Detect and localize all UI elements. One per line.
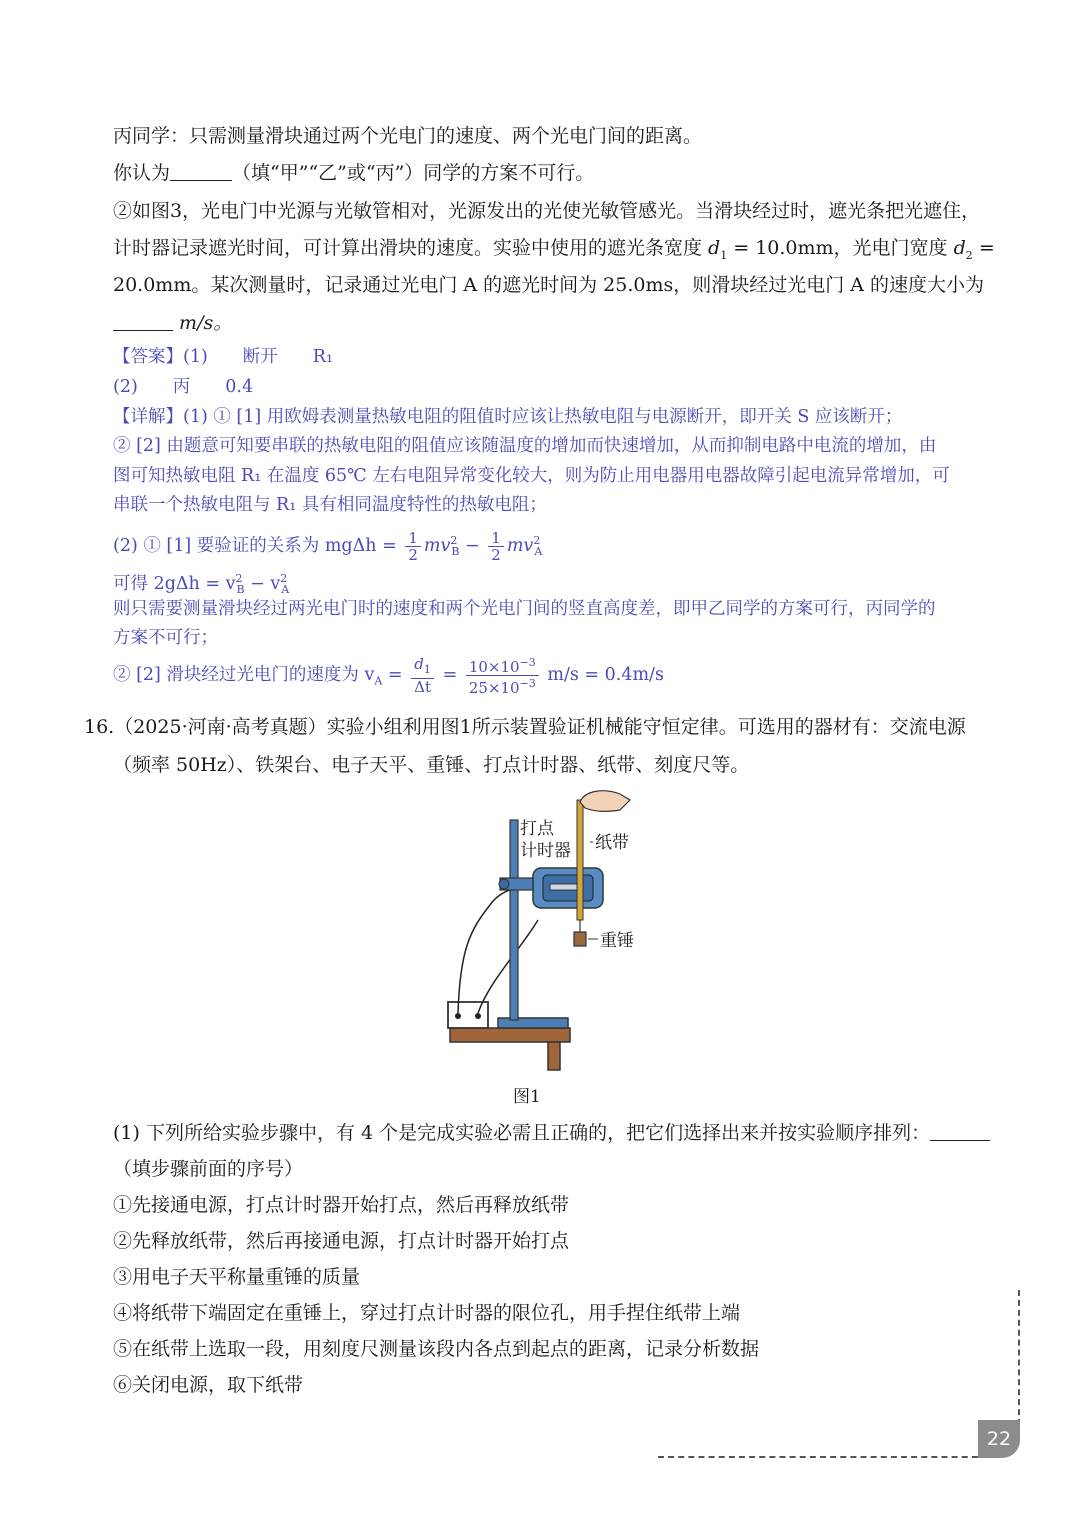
text: = 10.0mm，光电门宽度 (727, 237, 954, 259)
answer-line: 【答案】(1) 断开 R₁ (113, 347, 333, 367)
var-d: d (708, 237, 721, 259)
text-line: （频率 50Hz）、铁架台、电子天平、重锤、打点计时器、纸带、刻度尺等。 (113, 754, 750, 776)
text: 你认为 (113, 162, 171, 184)
text: − v (244, 573, 281, 594)
fraction-values: $\frac{10\times 10^{-3}}{25\times 10^{-3}}$ (466, 655, 539, 696)
text: = (972, 237, 995, 259)
detail-formula: 可得 $2g\Delta h = v^2_B - v^2_A$ (113, 572, 290, 597)
detail-line: ② [2] 由题意可知要串联的热敏电阻的阻值应该随温度的增加而快速增加，从而抑制电路中电流的增加，由 (113, 436, 937, 456)
answer-line: (2) 丙 0.4 (113, 377, 254, 397)
text: mv (506, 535, 534, 556)
label-weight: 重锤 (600, 931, 634, 951)
detail-line: 则只需要测量滑块经过两光电门时的速度和两个光电门间的竖直高度差，即甲乙同学的方案可行，丙同学的 (113, 599, 936, 619)
detail-formula: ② [2] 滑块经过光电门的速度为 $v_A$ = $\frac{d_1}{\Delta t}$ = $\frac{10\times 10^{-3}}{25\times 10^{-3}}$ m/s = 0.4m/s (113, 655, 664, 697)
text-line (113, 160, 594, 186)
detail-formula: (2) ① [1] 要验证的关系为 mgΔh = $\frac{1}{2}$ $mv^2_B$ − $\frac{1}{2}$ $mv^2_A$ (113, 528, 543, 564)
question-16: 16.（2025·河南·高考真题）实验小组利用图1所示装置验证机械能守恒定律。可选用的器材有：交流电源 (84, 716, 966, 738)
option-3: ③用电子天平称量重锤的质量 (113, 1266, 361, 1288)
text: （填“甲”“乙”或“丙”）同学的方案不可行。 (232, 162, 595, 184)
figure-caption: 图1 (513, 1087, 541, 1107)
text-line (113, 310, 232, 336)
unit-text: m/s。 (179, 312, 233, 334)
text: ② [2] 滑块经过光电门的速度为 v (113, 665, 375, 685)
sub: 1 (720, 248, 728, 262)
text: m/s = 0.4m/s (547, 665, 664, 685)
text: (1) 下列所给实验步骤中，有 4 个是完成实验必需且正确的，把它们选择出来并按实验顺序排列： (113, 1122, 931, 1144)
label-tape: 纸带 (595, 833, 629, 853)
fraction-half: $\frac{1}{2}$ (405, 530, 421, 563)
detail-line: 串联一个热敏电阻与 R₁ 具有相同温度特性的热敏电阻； (113, 495, 547, 515)
text: 可得 2gΔh = v (113, 573, 236, 594)
answer-blank[interactable] (930, 1140, 990, 1141)
option-2: ②先释放纸带，然后再接通电源，打点计时器开始打点 (113, 1230, 570, 1252)
text: 计时器记录遮光时间，可计算出滑块的速度。实验中使用的遮光条宽度 (113, 237, 709, 259)
var-d: d (953, 237, 966, 259)
fraction-half: $\frac{1}{2}$ (488, 530, 504, 563)
text: mv (423, 535, 451, 556)
option-6: ⑥关闭电源，取下纸带 (113, 1374, 304, 1396)
detail-line: 图可知热敏电阻 R₁ 在温度 65℃ 左右电阻异常变化较大，则为防止用电器用电器故障引起电流异常增加，可 (113, 466, 950, 486)
option-5: ⑤在纸带上选取一段，用刻度尺测量该段内各点到起点的距离，记录分析数据 (113, 1338, 760, 1360)
page-border-dash (1018, 1290, 1020, 1425)
label-timer: 打点 (520, 819, 554, 839)
fraction-dt: $\frac{d_1}{\Delta t}$ (411, 656, 434, 695)
apparatus-figure (430, 790, 650, 1080)
text-line: 20.0mm。某次测量时，记录通过光电门 A 的遮光时间为 25.0ms，则滑块经过光电门 A 的速度大小为 (113, 274, 985, 296)
sub: 2 (965, 248, 973, 262)
text-line: 丙同学：只需测量滑块通过两个光电门的速度、两个光电门间的距离。 (113, 125, 703, 147)
answer-blank[interactable] (113, 330, 173, 331)
text-line: ②如图3，光电门中光源与光敏管相对，光源发出的光使光敏管感光。当滑块经过时，遮光条把光遮住， (113, 200, 981, 222)
detail-line: 【详解】(1) ① [1] 用欧姆表测量热敏电阻的阻值时应该让热敏电阻与电源断开，即开关 S 应该断开； (113, 407, 903, 427)
text-line (113, 1120, 990, 1146)
text: = (382, 665, 403, 685)
detail-line: 方案不可行； (113, 628, 218, 648)
page-border-dash (658, 1456, 988, 1458)
text-line: （填步骤前面的序号） (113, 1158, 304, 1180)
option-1: ①先接通电源，打点计时器开始打点，然后再释放纸带 (113, 1194, 570, 1216)
answer-blank[interactable] (170, 180, 232, 181)
page-number: 22 (978, 1420, 1020, 1458)
text: − (459, 535, 480, 556)
text-line (113, 235, 995, 269)
label-timer: 计时器 (520, 841, 571, 861)
text: (2) ① [1] 要验证的关系为 mgΔh = (113, 535, 397, 556)
option-4: ④将纸带下端固定在重锤上，穿过打点计时器的限位孔，用手捏住纸带上端 (113, 1302, 741, 1324)
